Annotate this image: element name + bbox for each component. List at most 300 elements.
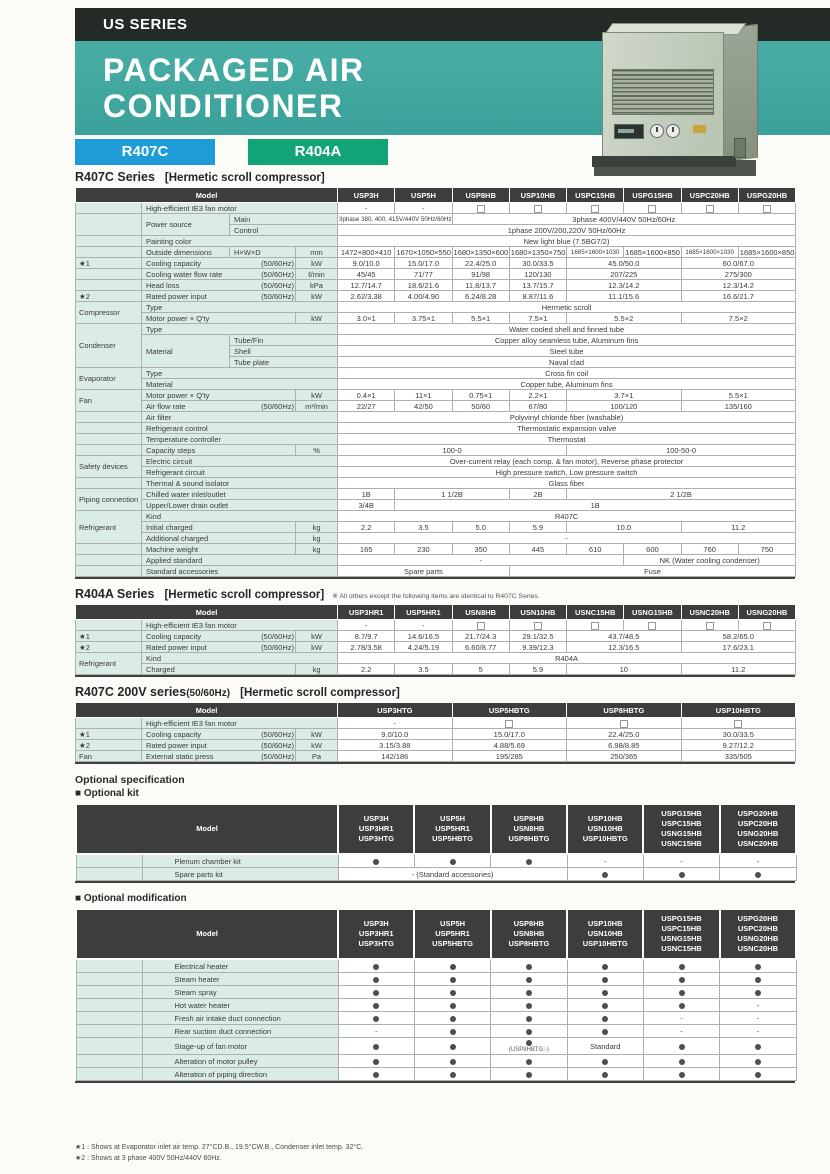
spec-value-cell: 50/60 (452, 401, 509, 412)
spec-value-cell: 43.7/48.5 (567, 631, 682, 642)
option-availability-cell (509, 203, 566, 214)
spec-row (76, 511, 796, 522)
group-cell (76, 999, 142, 1012)
spec-value-cell: 750 (738, 544, 795, 555)
option-availability-cell (491, 854, 567, 868)
dot-icon (450, 1044, 456, 1050)
row-label: Charged (142, 664, 296, 675)
row-label: High-efficient IE3 fan motor (142, 718, 338, 729)
model-name: USNC15HB (567, 605, 624, 620)
dot-icon (679, 1059, 685, 1065)
spec-value-cell: 230 (395, 544, 452, 555)
group-cell (76, 555, 142, 566)
unit-label: kW (296, 729, 338, 740)
display-window (614, 124, 644, 139)
dot-icon (450, 859, 456, 865)
spec-value-cell: 1685×1600×850 (625, 247, 680, 257)
spec-value-cell: 12.7/14.7 (338, 280, 395, 291)
group-cell (76, 1025, 142, 1038)
models-header-row (76, 605, 796, 620)
row-label: Alteration of motor pulley (142, 1055, 338, 1068)
model-name: USP10HBTG (582, 834, 628, 843)
row-condition-label: (50/60Hz) (261, 740, 294, 750)
group-cell (76, 868, 142, 881)
row-label: Machine weight (142, 544, 296, 555)
group-label: Safety devices (76, 456, 142, 478)
model-name: USP3HTG (338, 703, 453, 718)
spec-value-cell: R407C (338, 511, 796, 522)
row-condition-label: (50/60Hz) (261, 291, 294, 301)
dot-icon (679, 872, 685, 878)
row-label: Cooling water flow rate (146, 269, 223, 279)
option-availability-cell (567, 999, 643, 1012)
spec-value-cell: - (338, 203, 395, 214)
unit-label: kW (296, 390, 338, 401)
spec-row (76, 324, 796, 335)
dot-icon (450, 977, 456, 983)
spec-value-cell: 2.2 (338, 522, 395, 533)
dot-icon (526, 1059, 532, 1065)
option-availability-cell (720, 986, 796, 999)
spec-value-cell: - (643, 1025, 719, 1038)
r404a-note: ※ All others except the following items are identical to R407C Series. (332, 593, 540, 600)
cell-note: (USP8HBTG:-) (508, 1047, 549, 1053)
spec-value-cell: 45/45 (338, 269, 395, 280)
spec-value-cell: 8.87/11.6 (509, 291, 566, 302)
unit-label: Pa (296, 751, 338, 762)
option-availability-cell (643, 986, 719, 999)
dot-icon (755, 990, 761, 996)
spec-value-cell: 2.2×1 (509, 390, 566, 401)
model-name: USP3H (363, 814, 389, 823)
checkbox-icon (734, 720, 742, 728)
dot-icon (755, 964, 761, 970)
group-label: Fan (76, 751, 142, 762)
unit-label: ℓ/min (296, 269, 338, 280)
spec-value-cell: 67/80 (509, 401, 566, 412)
spec-value-cell: - (395, 203, 452, 214)
option-availability-cell (338, 1012, 414, 1025)
r407c200v-table-grid (75, 702, 796, 762)
group-label: Piping connection (76, 489, 142, 511)
spec-value-cell: Glass fiber (338, 478, 796, 489)
spec-row (76, 302, 796, 313)
option-availability-cell (491, 1025, 567, 1038)
v200-series-title (75, 685, 230, 699)
model-name: USP5HBTG (452, 703, 567, 718)
footnote-star2: ★2 : Shows at 3 phase 400V 50Hz/440V 60Hz. (75, 1154, 222, 1162)
group-cell (76, 620, 142, 631)
spec-row (76, 959, 796, 973)
model-header-cell (643, 909, 719, 959)
spec-value-cell: 9.39/12.3 (509, 642, 566, 653)
v200-compressor-bracket: [Hermetic scroll compressor] (240, 687, 400, 699)
dot-icon (373, 1016, 379, 1022)
spec-value-cell: 1685×1600×1030 (681, 247, 738, 258)
model-name: USP3H (338, 188, 395, 203)
optional-kit-table (75, 803, 795, 883)
spec-row (76, 467, 796, 478)
model-name: USP3HR1 (338, 605, 395, 620)
model-name: USP3HTG (358, 834, 394, 843)
spec-value-cell: - (643, 1012, 719, 1025)
spec-row (76, 291, 796, 302)
spec-row (76, 631, 796, 642)
dot-icon (373, 1003, 379, 1009)
group-label: ★1 (76, 258, 142, 269)
model-name: USPC20HB (681, 188, 738, 203)
dot-icon (450, 964, 456, 970)
spec-value-cell: 760 (681, 544, 738, 555)
spec-row (76, 236, 796, 247)
checkbox-icon (648, 622, 656, 630)
group-cell (76, 1068, 142, 1081)
row-condition-label: (50/60Hz) (261, 401, 294, 411)
option-availability-cell (491, 1012, 567, 1025)
row-sublabel: Control (230, 225, 338, 236)
spec-value-cell: Copper tube, Aluminum fins (338, 379, 796, 390)
spec-row (76, 642, 796, 653)
spec-value-cell: 9.0/10.0 (338, 729, 453, 740)
spec-value-cell: - (643, 854, 719, 868)
model-header-cell (491, 804, 567, 854)
option-availability-cell (624, 620, 681, 631)
option-availability-cell (681, 718, 796, 729)
spec-row (76, 280, 796, 291)
spec-row (76, 379, 796, 390)
row-label-wrap (146, 752, 294, 761)
model-header-cell (491, 909, 567, 959)
badge-r404a: R404A (248, 139, 388, 165)
spec-row (76, 478, 796, 489)
row-sublabel: Shell (230, 346, 338, 357)
unit-label: % (296, 445, 338, 456)
spec-value-cell: Naval clad (338, 357, 796, 368)
r404a-series-table (75, 604, 795, 677)
group-label: ★2 (76, 740, 142, 751)
badge-r407c: R407C (75, 139, 215, 165)
brand-plate (693, 125, 706, 133)
row-label: Chilled water inlet/outlet (142, 489, 338, 500)
option-availability-cell (414, 1055, 490, 1068)
option-availability-cell (338, 959, 414, 973)
row-label: Refrigerant circuit (142, 467, 338, 478)
row-label: Rated power input (146, 740, 207, 750)
spec-value-cell: - (338, 555, 624, 566)
v200-section-heading (75, 685, 795, 699)
model-name: USNC20HB (737, 944, 779, 953)
model-header-cell (338, 909, 414, 959)
option-availability-cell (414, 854, 490, 868)
group-label: Evaporator (76, 368, 142, 390)
checkbox-icon (763, 205, 771, 213)
spec-value-cell: 17.6/23.1 (681, 642, 796, 653)
model-header-label: Model (76, 703, 338, 718)
option-availability-cell (491, 986, 567, 999)
spec-value-cell: Steel tube (338, 346, 796, 357)
row-label-wrap (146, 292, 294, 301)
row-label: Hot water heater (142, 999, 338, 1012)
spec-value-cell: 12.3/16.5 (567, 642, 682, 653)
row-sublabel: Main (230, 214, 338, 225)
option-availability-cell (338, 999, 414, 1012)
option-availability-cell (567, 203, 624, 214)
model-name: USNC20HB (681, 605, 738, 620)
optional_mod-table-grid (75, 908, 797, 1081)
spec-value-cell: 22/27 (338, 401, 395, 412)
spec-value-cell: 22.4/25.0 (452, 258, 509, 269)
checkbox-icon (477, 622, 485, 630)
r404a-table-grid (75, 604, 796, 675)
spec-value-cell: 42/50 (395, 401, 452, 412)
row-label: High-efficient IE3 fan motor (142, 203, 338, 214)
spec-value-cell: 11×1 (395, 390, 452, 401)
unit-label: kg (296, 522, 338, 533)
checkbox-icon (620, 720, 628, 728)
page-title-line2: CONDITIONER (103, 88, 344, 124)
spec-value-cell: 135/160 (681, 401, 796, 412)
dot-icon (450, 1003, 456, 1009)
dot-icon (373, 1059, 379, 1065)
option-availability-cell (338, 854, 414, 868)
checkbox-icon (706, 205, 714, 213)
row-label: Initial charged (142, 522, 296, 533)
dot-icon (602, 964, 608, 970)
model-name: USP8HB (452, 188, 509, 203)
spec-row (76, 500, 796, 511)
option-availability-cell (414, 1068, 490, 1081)
group-cell (76, 269, 142, 280)
model-name: USPG20HB (738, 188, 795, 203)
dot-icon (450, 990, 456, 996)
spec-value-cell: 165 (338, 544, 395, 555)
spec-value-cell: 3.5 (395, 664, 452, 675)
spec-row (76, 973, 796, 986)
water-pipe (734, 138, 746, 158)
dot-icon (679, 1003, 685, 1009)
option-availability-cell (509, 620, 566, 631)
checkbox-icon (505, 720, 513, 728)
checkbox-icon (534, 622, 542, 630)
dot-icon (755, 872, 761, 878)
model-name: USN10HB (509, 605, 566, 620)
option-availability-cell (414, 1025, 490, 1038)
spec-value-cell: 6.24/8.28 (452, 291, 509, 302)
option-availability-cell (567, 718, 682, 729)
option-availability-cell (567, 959, 643, 973)
group-cell (76, 236, 142, 247)
spec-value-cell: 4.00/4.90 (395, 291, 452, 302)
model-header-cell (720, 909, 796, 959)
model-name: USP5H (440, 919, 466, 928)
refrigerant-badges (75, 139, 388, 165)
option-availability-cell (624, 203, 681, 214)
option-availability-cell (338, 986, 414, 999)
option-availability-cell (681, 620, 738, 631)
footnotes (75, 1143, 795, 1164)
option-availability-cell (414, 999, 490, 1012)
spec-value-cell: - (Standard accessories) (338, 868, 567, 881)
r407c-section-heading (75, 170, 795, 184)
row-label: Type (142, 302, 338, 313)
row-label: Cooling capacity (146, 631, 202, 641)
spec-value-cell: 3phase 400V/440V 50Hz/60Hz (452, 214, 796, 225)
spec-value-cell: 11.2 (681, 522, 796, 533)
model-header-cell (567, 804, 643, 854)
model-name: USPG15HB (661, 914, 702, 923)
spec-value-cell: 195/285 (452, 751, 567, 762)
dot-icon (526, 990, 532, 996)
spec-value-cell: 3phase 380, 400, 415V/440V 50Hz/60Hz (339, 215, 452, 223)
spec-value-cell: 9.27/12.2 (681, 740, 796, 751)
spec-value-cell: 8.7/9.7 (338, 631, 395, 642)
spec-value-cell: 1B (395, 500, 796, 511)
dot-icon (373, 977, 379, 983)
row-label: Fresh air intake duct connection (142, 1012, 338, 1025)
group-label: Refrigerant (76, 653, 142, 675)
option-availability-cell (738, 620, 795, 631)
option-availability-cell (567, 1055, 643, 1068)
group-label: Compressor (76, 302, 142, 324)
r407c-compressor-bracket: [Hermetic scroll compressor] (164, 172, 325, 184)
dot-icon (679, 1072, 685, 1078)
spec-row (76, 1068, 796, 1081)
spec-row (76, 269, 796, 280)
spec-value-cell: Water cooled shell and finned tube (338, 324, 796, 335)
spec-row (76, 456, 796, 467)
model-header-cell (720, 804, 796, 854)
spec-row (76, 390, 796, 401)
option-availability-cell (452, 620, 509, 631)
row-label-cell (142, 642, 296, 653)
option-availability-cell (414, 959, 490, 973)
group-cell (76, 423, 142, 434)
model-name: USN10HB (587, 929, 623, 938)
spec-row (76, 986, 796, 999)
spec-value-cell: 2B (509, 489, 566, 500)
spec-value-cell: Polyvinyl chloride fiber (washable) (338, 412, 796, 423)
spec-value-cell: NK (Water cooling condenser) (624, 555, 796, 566)
model-name: USP5HBTG (432, 834, 473, 843)
spec-value-cell: 250/365 (567, 751, 682, 762)
dot-icon (373, 1044, 379, 1050)
checkbox-icon (648, 205, 656, 213)
row-label: Cooling capacity (146, 729, 202, 739)
dot-icon (602, 1072, 608, 1078)
unit-label: kg (296, 533, 338, 544)
checkbox-icon (706, 622, 714, 630)
spec-row (76, 401, 796, 412)
option-availability-cell (567, 1012, 643, 1025)
dot-icon (755, 1059, 761, 1065)
spec-row (76, 489, 796, 500)
row-label-cell (142, 291, 296, 302)
spec-value-cell: 335/505 (681, 751, 796, 762)
option-availability-cell (338, 1038, 414, 1055)
option-availability-cell (414, 973, 490, 986)
row-label: Refrigerant control (142, 423, 338, 434)
spec-row (76, 335, 796, 346)
model-name: USP10HB (587, 919, 623, 928)
option-availability-cell (643, 999, 719, 1012)
spec-value-cell: 275/300 (681, 269, 796, 280)
model-name: USP10HBTG (681, 703, 796, 718)
dot-icon (373, 990, 379, 996)
dot-icon (755, 1044, 761, 1050)
model-name: USP5H (395, 188, 452, 203)
model-name: USPG15HB (661, 809, 702, 818)
row-label: Painting color (142, 236, 338, 247)
row-label: Motor power × Q'ty (142, 313, 296, 324)
row-label-wrap (146, 259, 294, 268)
spec-value-cell: 100-0 (338, 445, 567, 456)
model-name: USPC20HB (737, 819, 778, 828)
spec-value-cell: 12.3/14.2 (567, 280, 682, 291)
spec-row (76, 729, 796, 740)
spec-row (76, 247, 796, 258)
row-label: Motor power × Q'ty (142, 390, 296, 401)
spec-row (76, 1012, 796, 1025)
group-label: ★1 (76, 631, 142, 642)
option-availability-cell (567, 973, 643, 986)
row-label: Cooling capacity (146, 258, 202, 268)
model-name: USN8HB (513, 929, 545, 938)
model-name: USP3HR1 (358, 824, 394, 833)
spec-value-cell: Copper alloy seamless tube, Aluminum fins (338, 335, 796, 346)
option-availability-cell (338, 973, 414, 986)
option-availability-cell (567, 1025, 643, 1038)
dot-icon (526, 1003, 532, 1009)
model-header-label: Model (76, 804, 338, 854)
dot-icon (602, 1016, 608, 1022)
group-cell (76, 973, 142, 986)
group-label: Refrigerant (76, 511, 142, 544)
spec-row (76, 751, 796, 762)
dot-icon (679, 1044, 685, 1050)
spec-value-cell: Hermetic scroll (338, 302, 796, 313)
spec-value-cell: Standard (567, 1038, 643, 1055)
spec-value-cell: 29.1/32.5 (509, 631, 566, 642)
model-header-cell (643, 804, 719, 854)
model-name: USPG20HB (737, 809, 779, 818)
dot-icon (450, 1072, 456, 1078)
row-label: External static press (146, 751, 214, 761)
row-label: Air filter (142, 412, 338, 423)
spec-value-cell: 0.4×1 (338, 390, 395, 401)
model-name: USP5HBTG (432, 939, 473, 948)
spec-value-cell: 2.2 (338, 664, 395, 675)
v200-title-suffix: (50/60Hz) (186, 688, 231, 699)
group-cell (76, 412, 142, 423)
spec-value-cell: 60.0/67.0 (681, 258, 796, 269)
dot-icon (373, 859, 379, 865)
spec-value-cell: 3.0×1 (338, 313, 395, 324)
models-header-row (76, 804, 796, 854)
row-condition-label: (50/60Hz) (261, 258, 294, 268)
group-cell (76, 544, 142, 555)
optional-mod-heading: ■ Optional modification (75, 893, 187, 904)
row-label-wrap (146, 730, 294, 739)
row-condition-label: (50/60Hz) (261, 642, 294, 652)
model-header-label: Model (76, 605, 338, 620)
r407c-table-grid (75, 187, 796, 577)
model-name: USP5HR1 (395, 605, 452, 620)
model-name: USNC20HB (737, 839, 779, 848)
control-panel (612, 121, 712, 143)
row-label-wrap (146, 281, 294, 290)
unit-label: kg (296, 544, 338, 555)
row-label: Power source (142, 214, 230, 236)
